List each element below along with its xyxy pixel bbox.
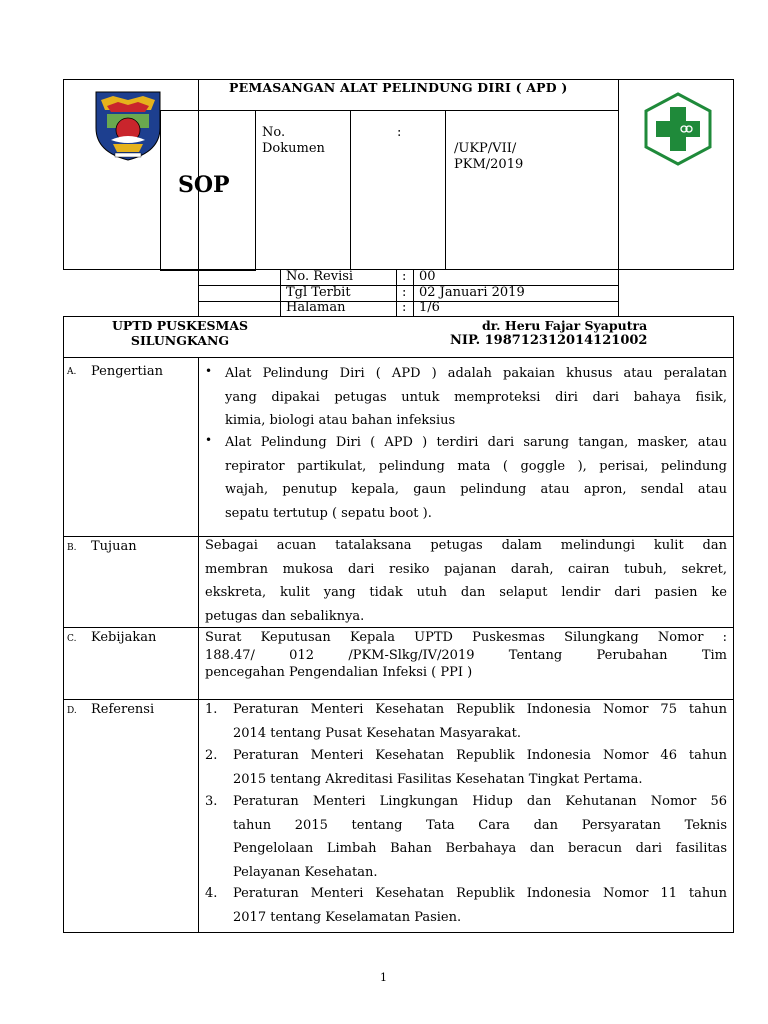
terbit-colon: : [402, 285, 407, 300]
halaman-label: Halaman [286, 300, 346, 315]
section-a-label: Pengertian [91, 364, 163, 379]
terbit-label: Tgl Terbit [286, 285, 351, 300]
referensi-number: 2. [205, 748, 218, 763]
page-number: 1 [380, 971, 387, 984]
org-name-line1: UPTD PUSKESMAS [111, 318, 249, 333]
halaman-value: 1/6 [419, 300, 440, 315]
revisi-label: No. Revisi [286, 269, 354, 284]
sop-label: SOP [178, 172, 230, 198]
no-dokumen-label-line1: No. [262, 125, 286, 140]
signer-nip: NIP. 198712312014121002 [450, 333, 648, 348]
section-a-letter: A. [67, 367, 77, 377]
kebijakan-text: Surat Keputusan Kepala UPTD Puskesmas Silungkang Nomor : 188.47/ 012 /PKM-Slkg/IV/2019 Tentang Perubahan Tim pencegahan Pengendalian Infeksi ( PPI ) [205, 630, 727, 680]
referensi-number: 1. [205, 702, 218, 717]
referensi-number: 4. [205, 886, 218, 901]
tujuan-text: Sebagai acuan tatalaksana petugas dalam melindungi kulit dan membran mukosa dari resiko pajanan darah, cairan tubuh, sekret, ekskreta, kulit yang tidak utuh dan selaput lendir dari pasien ke petugas dan sebaliknya. [205, 538, 727, 624]
no-dokumen-colon: : [397, 125, 402, 140]
pengertian-bullet-1: Alat Pelindung Diri ( APD ) adalah pakaian khusus atau peralatan yang dipakai petugas untuk memproteksi diri dari bahaya fisik, kimia, biologi atau bahan infeksius [225, 366, 727, 428]
pengertian-bullet-2: Alat Pelindung Diri ( APD ) terdiri dari sarung tangan, masker, atau repirator partikulat, pelindung mata ( goggle ), perisai, pelindung wajah, penutup kepala, gaun pelindung atau apron, sendal atau sepatu tertutup ( sepatu boot ). [225, 435, 727, 521]
revisi-colon: : [402, 269, 407, 284]
bullet-icon: • [205, 433, 213, 447]
section-c-label: Kebijakan [91, 630, 157, 645]
no-dokumen-value-line2: PKM/2019 [454, 157, 524, 172]
signer-name: dr. Heru Fajar Syaputra [482, 318, 648, 333]
org-name-line2: SILUNGKANG [130, 333, 230, 348]
referensi-item-3: Peraturan Menteri Lingkungan Hidup dan Kehutanan Nomor 56 tahun 2015 tentang Tata Cara dan Persyaratan Teknis Pengelolaan Limbah Bahan Berbahaya dan beracun dari fasilitas Pelayanan Kesehatan. [233, 794, 727, 880]
no-dokumen-value-line1: /UKP/VII/ [454, 141, 517, 156]
referensi-number: 3. [205, 794, 218, 809]
section-d-label: Referensi [91, 702, 155, 717]
terbit-value: 02 Januari 2019 [419, 285, 525, 300]
revisi-value: 00 [419, 269, 436, 284]
section-b-letter: B. [67, 543, 77, 553]
referensi-item-2: Peraturan Menteri Kesehatan Republik Indonesia Nomor 46 tahun 2015 tentang Akreditasi Fasilitas Kesehatan Tingkat Pertama. [233, 748, 727, 787]
section-d-letter: D. [67, 706, 77, 716]
section-c-letter: C. [67, 634, 77, 644]
regency-emblem-icon [93, 90, 163, 162]
document-title: PEMASANGAN ALAT PELINDUNG DIRI ( APD ) [229, 80, 568, 95]
puskesmas-logo-icon [641, 92, 715, 166]
bullet-icon: • [205, 364, 213, 378]
section-b-label: Tujuan [91, 539, 137, 554]
no-dokumen-label-line2: Dokumen [262, 141, 325, 156]
referensi-item-4: Peraturan Menteri Kesehatan Republik Indonesia Nomor 11 tahun 2017 tentang Keselamatan Pasien. [233, 886, 727, 925]
referensi-item-1: Peraturan Menteri Kesehatan Republik Indonesia Nomor 75 tahun 2014 tentang Pusat Kesehatan Masyarakat. [233, 702, 727, 741]
halaman-colon: : [402, 300, 407, 315]
